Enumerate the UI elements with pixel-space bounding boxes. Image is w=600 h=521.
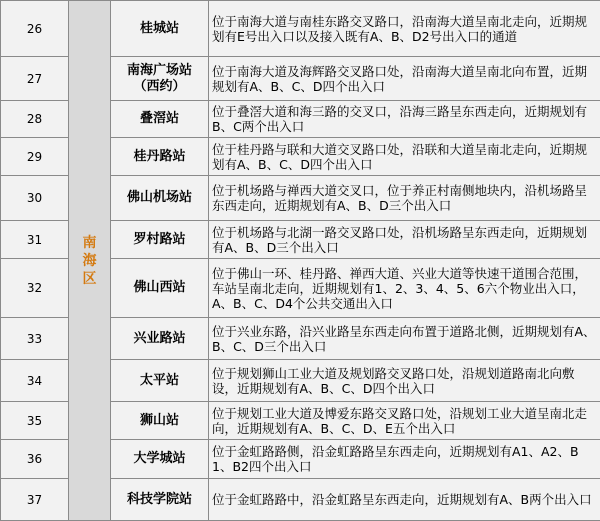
station-description: 位于机场路与禅西大道交叉口，位于养正村南侧地块内，沿机场路呈东西走向，近期规划有A、B、D三个出入口 xyxy=(209,176,600,221)
station-name-line: 太平站 xyxy=(111,373,208,389)
row-number: 37 xyxy=(1,479,69,521)
station-description: 位于机场路与北湖一路交叉路口处，沿机场路呈东西走向，近期规划有A、B、D三个出入口 xyxy=(209,221,600,259)
station-description: 位于金虹路路侧，沿金虹路路呈东西走向，近期规划有A1、A2、B1、B2四个出入口 xyxy=(209,440,600,479)
station-name-line: 叠滘站 xyxy=(111,111,208,127)
station-description: 位于佛山一环、桂丹路、禅西大道、兴业大道等快速干道围合范围，车站呈南北走向，近期规划有1、2、3、4、5、6六个物业出入口，A、B、C、D4个公共交通出入口 xyxy=(209,259,600,318)
row-number: 26 xyxy=(1,1,69,57)
station-name xyxy=(111,402,209,440)
station-name xyxy=(111,259,209,318)
station-description: 位于南海大道及海辉路交叉路口处，沿南海大道呈南北向布置，近期规划有A、B、C、D四个出入口 xyxy=(209,57,600,101)
station-description: 位于叠滘大道和海三路的交叉口，沿海三路呈东西走向，近期规划有B、C两个出入口 xyxy=(209,101,600,138)
row-number: 36 xyxy=(1,440,69,479)
station-name xyxy=(111,176,209,221)
row-number: 34 xyxy=(1,360,69,402)
station-name-line: 桂丹路站 xyxy=(111,149,208,165)
station-name xyxy=(111,440,209,479)
station-name xyxy=(111,138,209,176)
station-name-line: 罗村路站 xyxy=(111,232,208,248)
row-number: 27 xyxy=(1,57,69,101)
station-name-line: 科技学院站 xyxy=(111,492,208,508)
station-description: 位于金虹路路中，沿金虹路呈东西走向，近期规划有A、B两个出入口 xyxy=(209,479,600,521)
station-name-line: 狮山站 xyxy=(111,413,208,429)
station-name xyxy=(111,479,209,521)
row-number: 28 xyxy=(1,101,69,138)
row-number: 29 xyxy=(1,138,69,176)
station-description: 位于规划狮山工业大道及规划路交叉路口处，沿规划道路南北向敷设，近期规划有A、B、C、D四个出入口 xyxy=(209,360,600,402)
station-name xyxy=(111,1,209,57)
district-cell xyxy=(69,1,111,521)
row-number: 35 xyxy=(1,402,69,440)
station-description: 位于桂丹路与联和大道交叉路口处，沿联和大道呈南北走向，近期规划有A、B、C、D四个出入口 xyxy=(209,138,600,176)
station-name-line: 大学城站 xyxy=(111,451,208,467)
station-description: 位于南海大道与南桂东路交叉路口，沿南海大道呈南北走向，近期规划有E号出入口以及接入既有A、B、D2号出入口的通道 xyxy=(209,1,600,57)
table-row xyxy=(1,1,600,57)
row-number: 30 xyxy=(1,176,69,221)
station-name-line: 桂城站 xyxy=(111,21,208,37)
station-table-body xyxy=(1,1,600,521)
station-name-line: 南海广场站 xyxy=(111,63,208,79)
station-name xyxy=(111,101,209,138)
station-name-line: 兴业路站 xyxy=(111,331,208,347)
station-description: 位于兴业东路，沿兴业路呈东西走向布置于道路北侧，近期规划有A、B、C、D三个出入口 xyxy=(209,318,600,360)
row-number: 33 xyxy=(1,318,69,360)
row-number: 31 xyxy=(1,221,69,259)
station-name xyxy=(111,221,209,259)
row-number: 32 xyxy=(1,259,69,318)
station-name xyxy=(111,57,209,101)
district-label: 南海区 xyxy=(83,234,97,288)
station-name-line: （西约） xyxy=(111,79,208,95)
station-name xyxy=(111,360,209,402)
station-name xyxy=(111,318,209,360)
station-name-line: 佛山西站 xyxy=(111,280,208,296)
station-description: 位于规划工业大道及博爱东路交叉路口处，沿规划工业大道呈南北走向，近期规划有A、B、C、D、E五个出入口 xyxy=(209,402,600,440)
station-name-line: 佛山机场站 xyxy=(111,190,208,206)
